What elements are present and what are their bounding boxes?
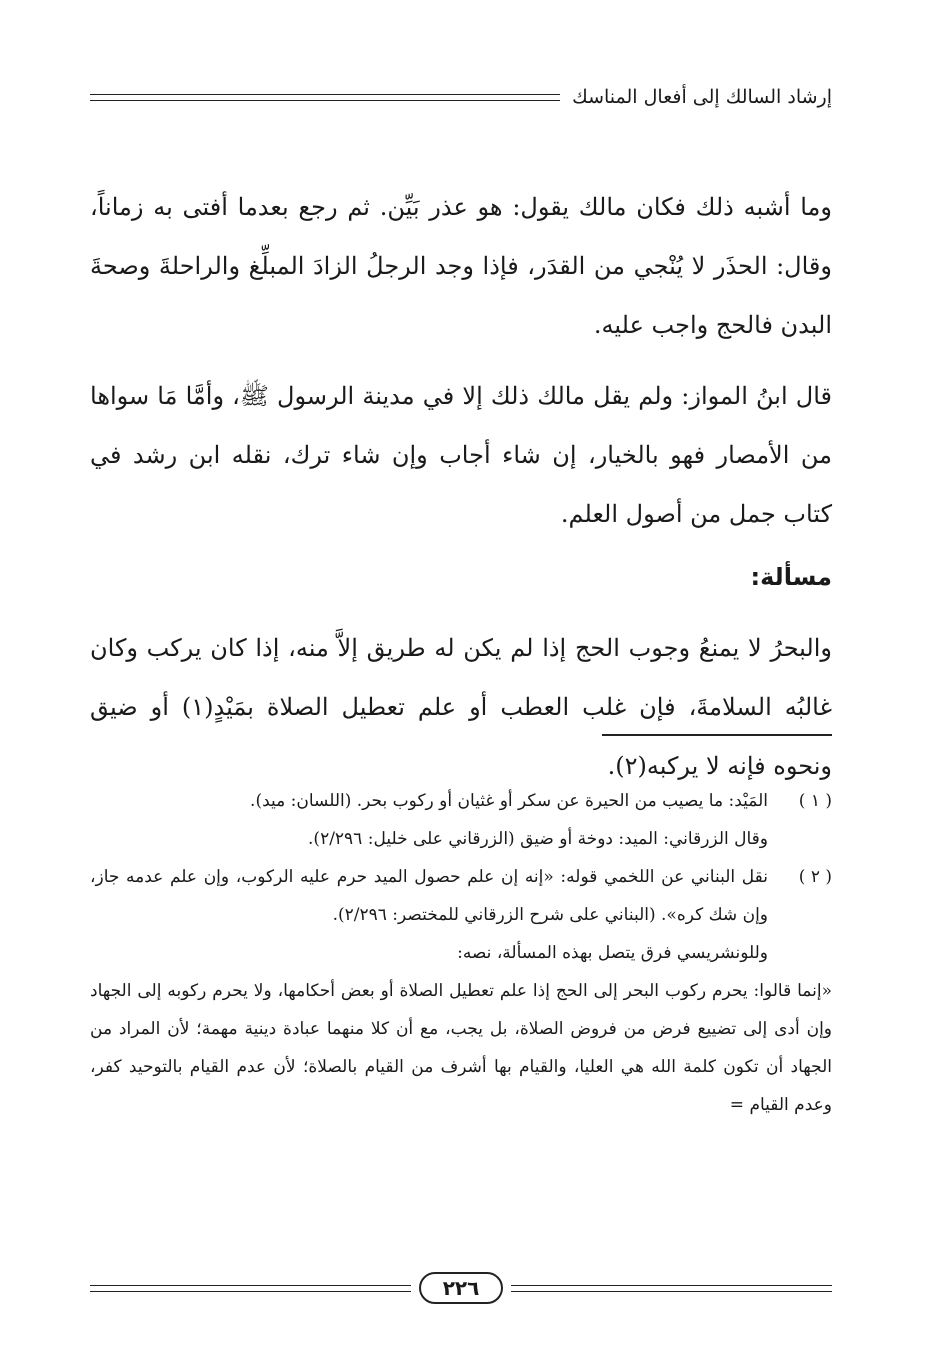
running-header xyxy=(90,82,832,112)
footnote-line: نقل البناني عن اللخمي قوله: «إنه إن علم حصول الميد حرم عليه الركوب، وإن علم عدمه جاز، وإن شك كره». (البناني على شرح الزرقاني للمختصر: ٢/٢٩٦). xyxy=(90,867,768,925)
footnote-number: ( ٢ ) xyxy=(798,867,832,887)
paragraph-2: قال ابنُ المواز: ولم يقل مالك ذلك إلا في مدينة الرسول ﷺ، وأمَّا مَا سواها من الأمصار فهو بالخيار، إن شاء أجاب وإن شاء ترك، نقله ابن رشد في كتاب جمل من أصول العلم. xyxy=(90,382,832,528)
footnote-quote: «إنما قالوا: يحرم ركوب البحر إلى الحج إذا علم تعطيل الصلاة أو بعض أحكامها، ولا يحرم ركوبه إلى الجهاد وإن أدى إلى تضييع فرض من فروض الصلاة، بل يجب، مع أن كلا منهما عبادة دينية مهمة؛ لأن المراد من الجهاد أن تكون كلمة الله هي العليا، والقيام بها أشرف من القيام بالصلاة؛ لأن عدم القيام بالتوحيد كفر، وعدم القيام = xyxy=(90,981,832,1115)
footnote-2 xyxy=(90,858,832,1124)
paragraph-3: والبحرُ لا يمنعُ وجوب الحج إذا لم يكن له طريق إلاَّ منه، إذا كان يركب وكان غالبُه السلامةَ، فإن غلب العطب أو علم تعطيل الصلاة بمَيْدٍ(١) أو ضيق ونحوه فإنه لا يركبه(٢). xyxy=(90,634,833,780)
page-number: ٢٢٦ xyxy=(419,1272,504,1304)
footnotes xyxy=(90,782,832,1124)
footer-rule-left xyxy=(90,1285,411,1292)
paragraph-1: وما أشبه ذلك فكان مالك يقول: هو عذر بَيِّن. ثم رجع بعدما أفتى به زماناً، وقال: الحذَر لا يُنْجي من القدَر، فإذا وجد الرجلُ الزادَ المبلِّغ والراحلةَ وصحةَ البدن فالحج واجب عليه. xyxy=(90,193,832,339)
footnote-line: وللونشريسي فرق يتصل بهذه المسألة، نصه: xyxy=(457,943,768,963)
main-text xyxy=(90,178,832,796)
header-double-rule xyxy=(90,94,560,101)
footnote-body xyxy=(90,858,832,1124)
section-heading: مسألة: xyxy=(750,563,832,591)
footnote-number: ( ١ ) xyxy=(798,791,832,811)
page-footer xyxy=(90,1263,832,1313)
footnote-separator xyxy=(602,734,832,736)
book-title: إرشاد السالك إلى أفعال المناسك xyxy=(572,86,832,108)
footnote-line: المَيْد: ما يصيب من الحيرة عن سكر أو غثيان أو ركوب بحر. (اللسان: ميد). xyxy=(250,791,768,811)
footnote-1 xyxy=(90,782,832,858)
footnote-body xyxy=(90,782,768,858)
footnote-line: وقال الزرقاني: الميد: دوخة أو ضيق (الزرقاني على خليل: ٢/٢٩٦). xyxy=(308,829,768,849)
footer-rule-right xyxy=(511,1285,832,1292)
